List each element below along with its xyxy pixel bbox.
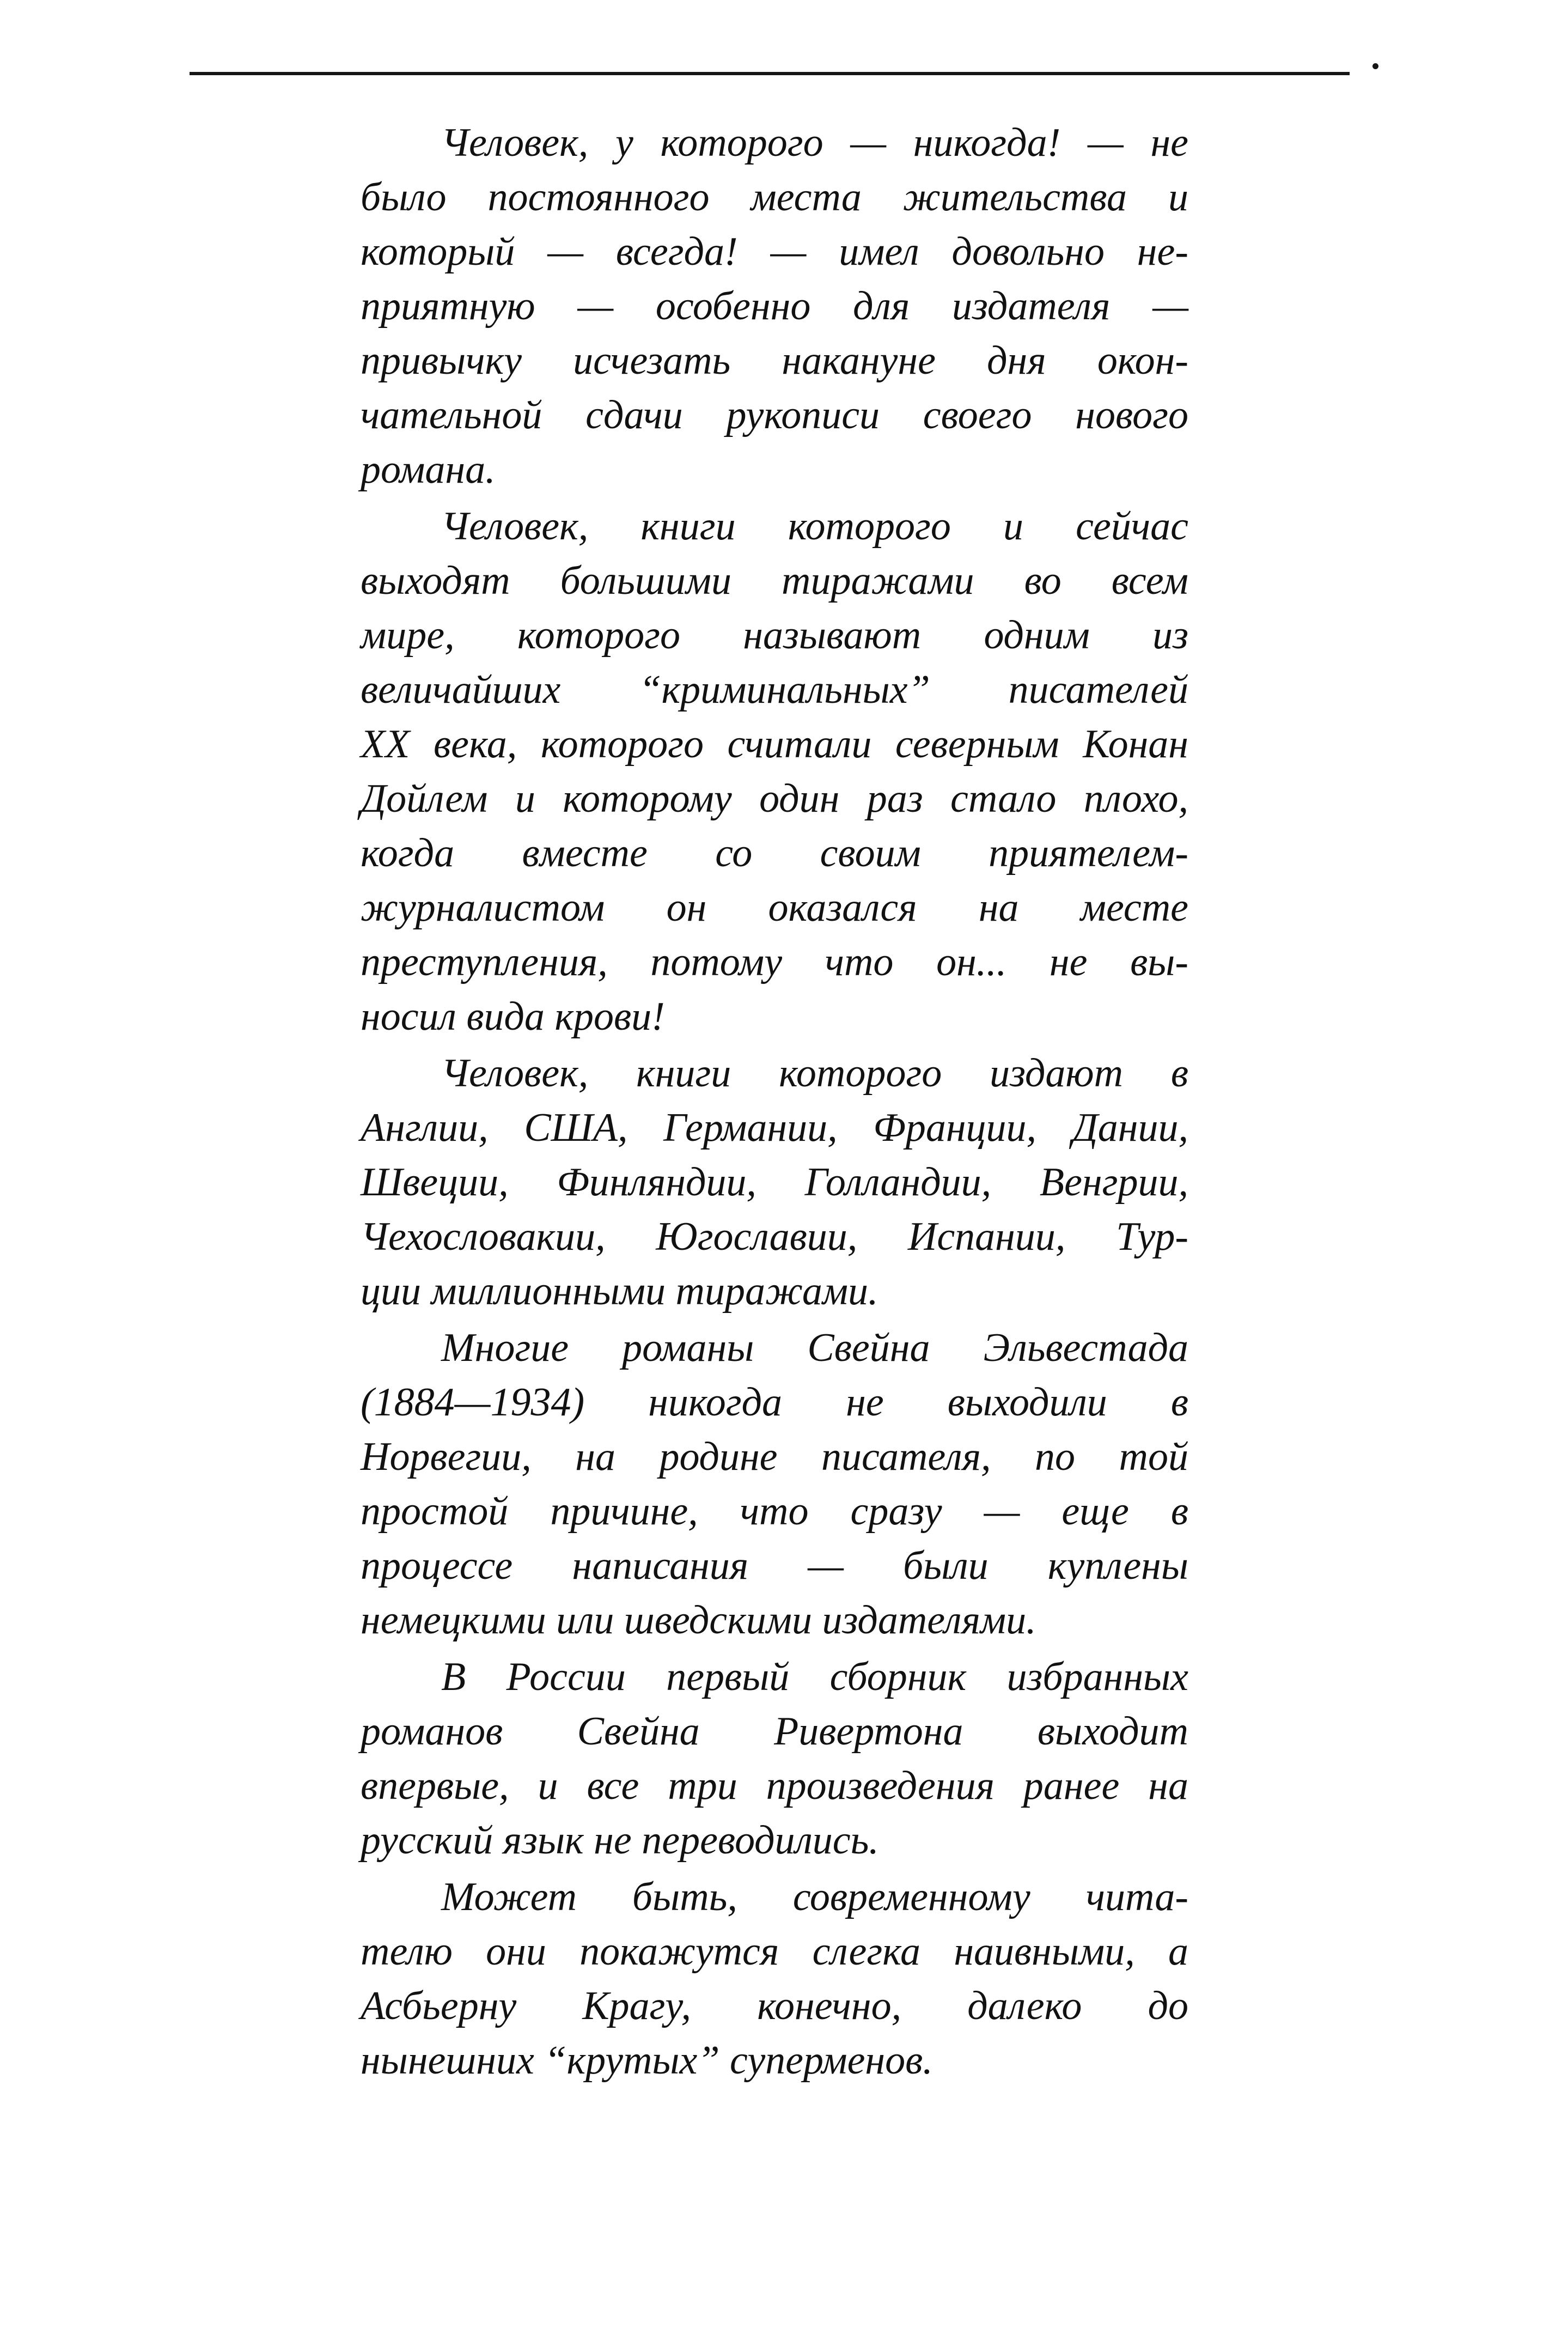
text-line: который — всегда! — имел довольно не-: [361, 229, 1188, 274]
text-line: Дойлем и которому один раз стало плохо,: [361, 776, 1188, 821]
text-line: романов Свейна Ривертона выходит: [361, 1709, 1188, 1754]
text-line: Человек, у которого — никогда! — не: [441, 120, 1188, 165]
text-line: величайших “криминальных” писателей: [361, 667, 1188, 712]
text-line: когда вместе со своим приятелем-: [361, 831, 1188, 875]
text-line: Многие романы Свейна Эльвестада: [441, 1325, 1188, 1370]
text-line: приятную — особенно для издателя —: [361, 284, 1188, 329]
text-line: ции миллионными тиражами.: [361, 1269, 878, 1314]
text-line: романа.: [361, 447, 496, 492]
text-line: процессе написания — были куплены: [361, 1543, 1188, 1588]
text-line: В России первый сборник избранных: [441, 1655, 1188, 1699]
body-text: [361, 115, 1188, 2090]
paragraph-1: [361, 115, 1188, 497]
paragraph-2: [361, 499, 1188, 1044]
text-line: чательной сдачи рукописи своего нового: [361, 393, 1188, 437]
text-line: Англии, США, Германии, Франции, Дании,: [361, 1105, 1188, 1150]
text-line: носил вида крови!: [361, 994, 665, 1039]
text-line: телю они покажутся слегка наивными, а: [361, 1929, 1188, 1974]
text-line: преступления, потому что он... не вы-: [361, 940, 1188, 984]
text-line: выходят большими тиражами во всем: [361, 558, 1188, 603]
top-rule: [190, 72, 1350, 75]
text-line: немецкими или шведскими издателями.: [361, 1598, 1036, 1643]
text-line: Швеции, Финляндии, Голландии, Венгрии,: [361, 1160, 1188, 1205]
paragraph-4: [361, 1321, 1188, 1647]
corner-dot: [1372, 63, 1378, 69]
text-line: простой причине, что сразу — еще в: [361, 1489, 1188, 1534]
paragraph-6: [361, 1870, 1188, 2088]
text-line: XX века, которого считали северным Конан: [361, 722, 1188, 767]
text-line: мире, которого называют одним из: [361, 613, 1188, 658]
text-line: журналистом он оказался на месте: [361, 885, 1188, 930]
text-line: русский язык не переводились.: [361, 1818, 879, 1863]
text-line: Может быть, современному чита-: [441, 1875, 1188, 1919]
text-line: Человек, книги которого и сейчас: [441, 504, 1188, 549]
text-line: привычку исчезать накануне дня окон-: [361, 338, 1188, 383]
text-line: нынешних “крутых” суперменов.: [361, 2038, 933, 2083]
paragraph-3: [361, 1046, 1188, 1318]
text-line: Человек, книги которого издают в: [441, 1051, 1188, 1096]
text-line: Норвегии, на родине писателя, по той: [361, 1434, 1188, 1479]
paragraph-5: [361, 1650, 1188, 1868]
text-line: (1884—1934) никогда не выходили в: [361, 1380, 1188, 1425]
text-line: Чехословакии, Югославии, Испании, Тур-: [361, 1214, 1188, 1259]
text-line: впервые, и все три произведения ранее на: [361, 1764, 1188, 1808]
text-line: Асбьерну Крагу, конечно, далеко до: [361, 1984, 1188, 2028]
text-line: было постоянного места жительства и: [361, 175, 1188, 220]
